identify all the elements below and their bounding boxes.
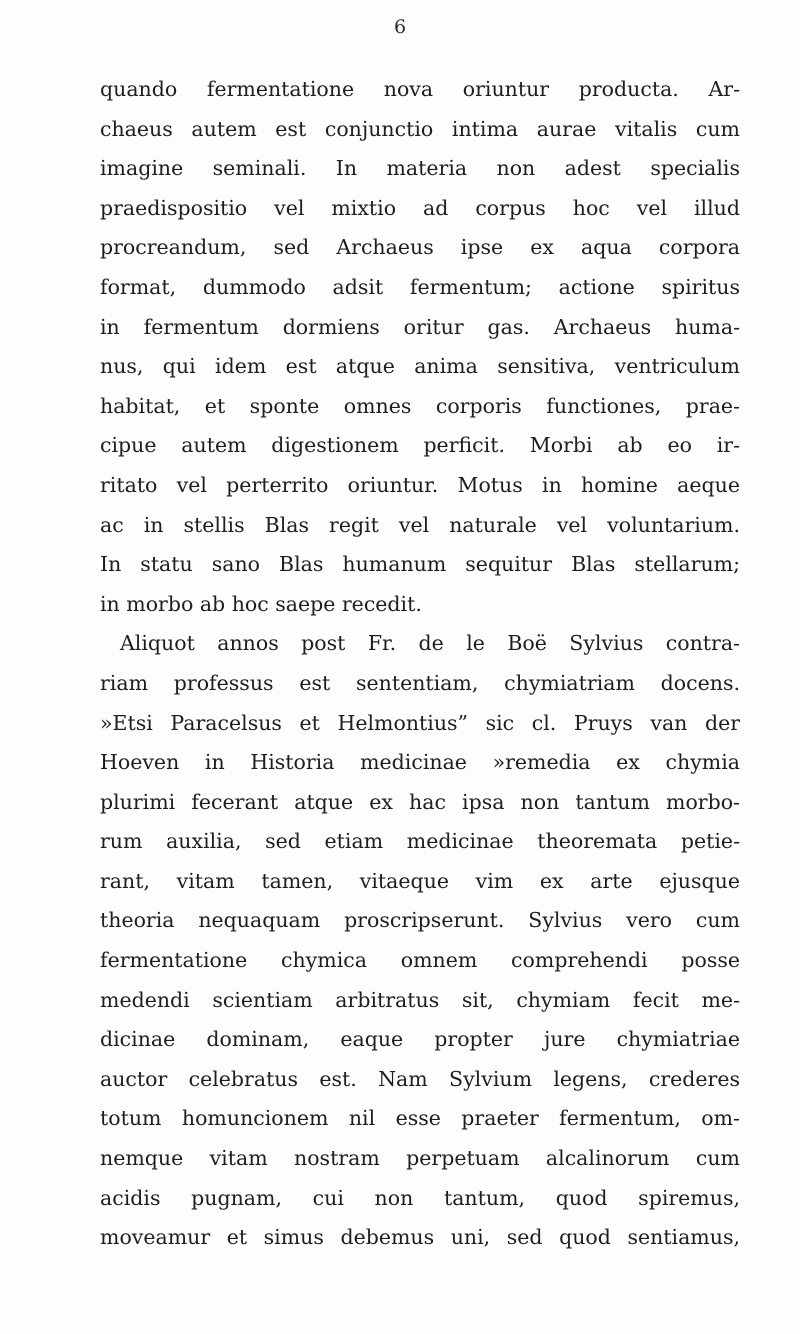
text-line: rant, vitam tamen, vitaeque vim ex arte ejusque [100, 868, 740, 893]
text-line: fermentatione chymica omnem comprehendi posse [100, 948, 740, 973]
text-line: ac in stellis Blas regit vel naturale vel voluntarium. [100, 512, 740, 537]
text-line: theoria nequaquam proscripserunt. Sylvius vero cum [100, 908, 740, 933]
text-line: rum auxilia, sed etiam medicinae theoremata petie- [100, 829, 740, 854]
text-line: praedispositio vel mixtio ad corpus hoc vel illud [100, 195, 740, 220]
text-line: in morbo ab hoc saepe recedit. [100, 591, 422, 616]
page-number: 6 [393, 16, 407, 38]
text-line: ritato vel perterrito oriuntur. Motus in homine aeque [100, 472, 740, 497]
body-text [100, 70, 740, 1258]
text-line: dicinae dominam, eaque propter jure chymiatriae [100, 1027, 740, 1052]
text-line: format, dummodo adsit fermentum; actione spiritus [100, 274, 740, 299]
text-line: habitat, et sponte omnes corporis functiones, prae- [100, 393, 740, 418]
text-line: in fermentum dormiens oritur gas. Archaeus huma- [100, 314, 740, 339]
paragraph-first-line: Aliquot annos post Fr. de le Boë Sylvius contra- [120, 631, 740, 656]
text-line: medendi scientiam arbitratus sit, chymiam fecit me- [100, 987, 740, 1012]
text-line: moveamur et simus debemus uni, sed quod sentiamus, [100, 1225, 740, 1250]
text-line: plurimi fecerant atque ex hac ipsa non tantum morbo- [100, 789, 740, 814]
text-line: acidis pugnam, cui non tantum, quod spiremus, [100, 1185, 740, 1210]
text-line: chaeus autem est conjunctio intima aurae vitalis cum [100, 116, 740, 141]
text-line: totum homuncionem nil esse praeter fermentum, om- [100, 1106, 740, 1131]
text-line: riam professus est sententiam, chymiatriam docens. [100, 670, 740, 695]
text-line: quando fermentatione nova oriuntur producta. Ar- [100, 77, 740, 101]
text-line: auctor celebratus est. Nam Sylvium legens, crederes [100, 1066, 740, 1091]
text-line: nemque vitam nostram perpetuam alcalinorum cum [100, 1146, 740, 1171]
text-line: In statu sano Blas humanum sequitur Blas stellarum; [100, 552, 740, 577]
text-line: imagine seminali. In materia non adest specialis [100, 156, 740, 181]
text-line: »Etsi Paracelsus et Helmontius” sic cl. Pruys van der [100, 710, 740, 735]
text-line: cipue autem digestionem perficit. Morbi ab eo ir- [100, 433, 740, 458]
text-line: nus, qui idem est atque anima sensitiva, ventriculum [100, 354, 740, 379]
text-line: Hoeven in Historia medicinae »remedia ex chymia [100, 750, 740, 775]
text-line: procreandum, sed Archaeus ipse ex aqua corpora [100, 235, 740, 260]
